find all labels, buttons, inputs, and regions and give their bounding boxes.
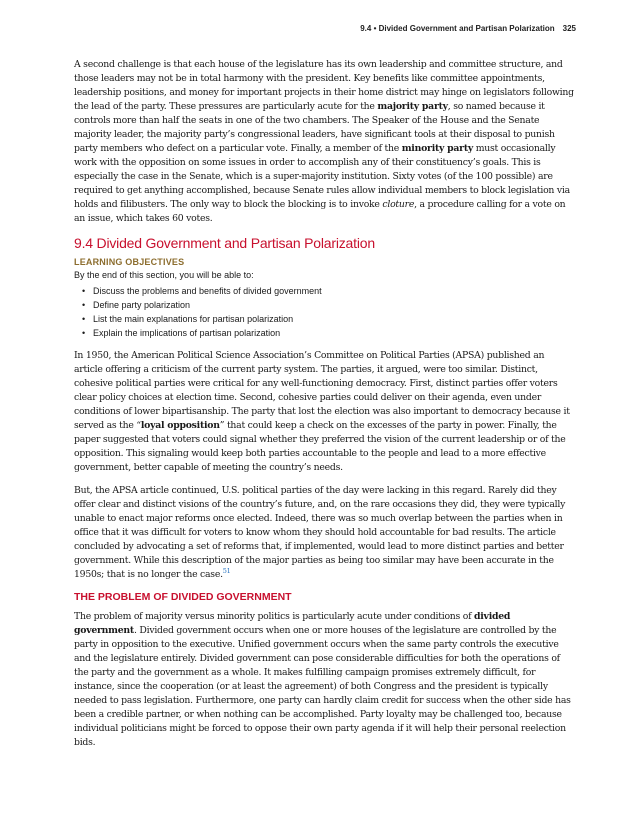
learning-objectives	[74, 257, 574, 340]
key-term-majority-party: majority party	[377, 101, 448, 112]
text-run: A second challenge is that each house of the legislature has its own leadership and committee structure, and those leaders may not be in total harmony with the president. Key benefits like committee appointments, leadership positions, and money for important projects in their home district may hinge on legislators following the lead of the party. These pressures are particularly acute for the	[74, 59, 574, 112]
running-header	[360, 24, 576, 33]
key-term-minority-party: minority party	[401, 143, 474, 154]
apsa-continued-paragraph	[74, 484, 574, 582]
text-run: The problem of majority versus minority politics is particularly acute under conditions of	[74, 611, 475, 622]
page-number: 325	[562, 24, 576, 33]
emphasis-cloture: cloture	[382, 199, 415, 210]
text-run: , so named because it controls more than half the seats in one of the two chambers. The Speaker of the House and the Senate majority leader, the majority party’s congressional leaders, have significant tools at their disposal to punish party members who defect on a particular vote. Finally, a member of the	[74, 101, 555, 154]
text-run: In 1950, the American Political Science Association’s Committee on Political Parties (APSA) published an article offering a criticism of the current party system. The parties, it argued, were too similar. Distinct, cohesive political parties were critical for any well-functioning democracy. First, distinct parties offer voters clear policy choices at election time. Second, cohesive parties could deliver on their agenda, even under conditions of lower bipartisanship. The party that lost the election was also important to democracy because it served as the “	[74, 350, 570, 431]
text-run: . Divided government occurs when one or more houses of the legislature are controlled by the party in opposition to the executive. Unified government occurs when the same party controls the executive and the legislature entirely. Divided government can pose considerable difficulties for both the operations of the party and the government as a whole. It makes fulfilling campaign promises extremely difficult, for instance, since the cooperation (or at least the agreement) of both Congress and the president is typically needed to pass legislation. Furthermore, one party can hardly claim credit for success when the other side has been a credible partner, or when nothing can be accomplished. Party loyalty may be challenged too, because individual politicians might be forced to oppose their own party agenda if it will help their personal reelection bids.	[74, 625, 571, 748]
key-term-divided-government: divided government	[74, 611, 511, 636]
footnote-link[interactable]: 51	[222, 567, 231, 575]
page-content	[74, 58, 574, 759]
text-run: But, the APSA article continued, U.S. political parties of the day were lacking in this regard. Rarely did they offer clear and distinct visions of the country’s future, and, on the rare occasions they did, they were typically unable to enact major reforms once elected. Indeed, there was so much overlap between the parties when in office that it was difficult for voters to know whom they should hold accountable for bad results. The article concluded by advocating a set of reforms that, if implemented, would lead to more distinct parties and better government. While this description of the major parties as being too similar may have been accurate in the 1950s; that is no longer the case.	[74, 485, 566, 580]
key-term-loyal-opposition: loyal opposition	[140, 420, 220, 431]
list-item: • Define party polarization	[82, 298, 574, 312]
intro-paragraph	[74, 58, 574, 226]
divided-government-paragraph	[74, 610, 574, 750]
list-item: • Discuss the problems and benefits of divided government	[82, 284, 574, 298]
apsa-paragraph	[74, 349, 574, 475]
learning-objectives-list	[74, 284, 574, 340]
text-run: must occasionally work with the opposition on some issues in order to accomplish any of their constituency’s goals. This is especially the case in the Senate, which is a super-majority institution. Sixty votes (of the 100 possible) are required to get anything accomplished, because Senate rules allow individual members to block legislation via holds and filibusters. The only way to block the blocking is to invoke	[74, 143, 570, 210]
subsection-title: THE PROBLEM OF DIVIDED GOVERNMENT	[74, 591, 292, 603]
running-title: 9.4 • Divided Government and Partisan Polarization	[360, 24, 555, 33]
list-item: • Explain the implications of partisan polarization	[82, 326, 574, 340]
learning-objectives-heading: LEARNING OBJECTIVES	[74, 257, 185, 267]
learning-objectives-intro: By the end of this section, you will be able to:	[74, 270, 254, 280]
text-run: ” that could keep a check on the excesses of the party in power. Finally, the paper suggested that voters could signal whether they preferred the vision of the current leadership or of the opposition. This signaling would keep both parties accountable to the people and lead to a more effective government, better capable of meeting the country’s needs.	[74, 420, 566, 473]
section-title: 9.4 Divided Government and Partisan Polarization	[74, 235, 375, 251]
list-item: • List the main explanations for partisan polarization	[82, 312, 574, 326]
text-run: , a procedure calling for a vote on an issue, which takes 60 votes.	[74, 199, 566, 224]
